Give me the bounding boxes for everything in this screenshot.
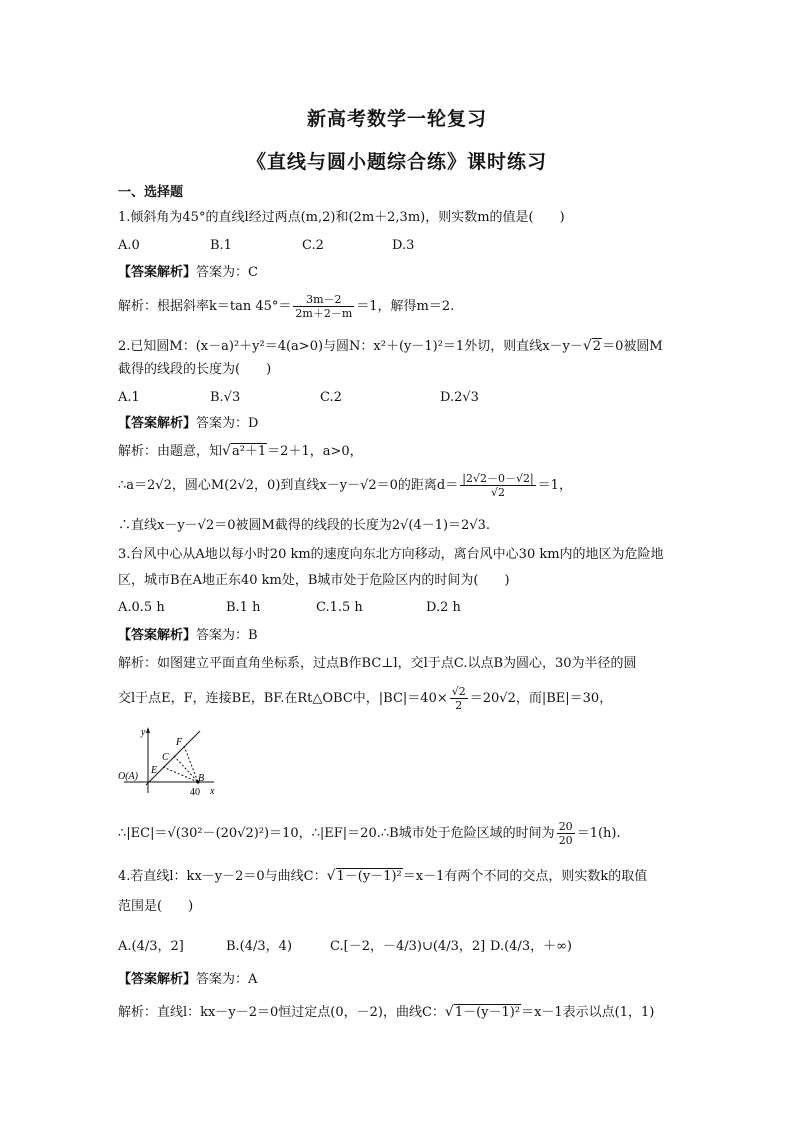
line-l — [146, 731, 200, 785]
q3-solution-line2 — [118, 683, 612, 715]
answer-label: 【答案解析】 — [118, 416, 197, 431]
label-origin: O(A) — [118, 771, 138, 782]
q3-option-a: A.0.5 h — [118, 600, 165, 615]
answer-text: 答案为：C — [196, 265, 258, 280]
answer-text: 答案为：A — [196, 972, 258, 987]
label-x: x — [210, 786, 215, 797]
fraction-denominator: 2m＋2－m — [295, 307, 353, 320]
solution-text: 解析：由题意，知 — [118, 444, 223, 459]
q4-option-d: D.(4/3，＋∞) — [490, 939, 572, 954]
label-b: B — [198, 773, 205, 784]
fraction-numerator: 3m－2 — [293, 293, 354, 307]
q2-solution-line1 — [118, 442, 363, 461]
q3-solution-line1: 解析：如图建立平面直角坐标系，过点B作BC⊥l，交l于点C.以点B为圆心，30为半径的圆 — [118, 656, 637, 671]
q1-solution — [118, 293, 454, 321]
q2-option-a: A.1 — [118, 390, 140, 405]
q2-stem-line2: 截得的线段的长度为( ) — [118, 362, 272, 377]
fraction — [450, 685, 468, 712]
label-40: 40 — [190, 787, 200, 798]
document-subtitle: 《直线与圆小题综合练》课时练习 — [246, 151, 547, 173]
q4-solution-line1 — [118, 1003, 654, 1022]
solution-text: ＝20√2，而|BE|＝30， — [469, 691, 613, 706]
solution-text: ∴|EC|＝√(30²－(20√2)²)＝10，∴|EF|＝20.∴B城市处于危险区域的时间为 — [118, 826, 555, 841]
q2-option-b: B.√3 — [210, 390, 241, 405]
sqrt-sign: √ — [582, 338, 592, 354]
sqrt-sign: √ — [326, 868, 336, 884]
q1-option-d: D.3 — [392, 238, 415, 253]
stem-text: 4.若直线l：kx－y－2＝0与曲线C： — [118, 869, 327, 884]
answer-label: 【答案解析】 — [118, 628, 197, 643]
fraction — [460, 472, 535, 499]
q1-answer — [118, 264, 258, 282]
fraction — [557, 820, 575, 847]
q3-stem-line2: 区，城市B在A地正东40 km处，B城市处于危险区内的时间为( ) — [118, 573, 510, 588]
solution-text: ＝1(h). — [576, 826, 621, 841]
q4-stem-line1 — [118, 867, 647, 886]
solution-text: ＝1，解得m＝2. — [356, 299, 455, 314]
q3-solution-line3 — [118, 818, 621, 850]
label-c: C — [162, 752, 169, 763]
sqrt-sign: √ — [222, 443, 231, 459]
solution-text: ∴a＝2√2，圆心M(2√2，0)到直线x－y－√2＝0的距离d＝ — [118, 478, 459, 493]
label-e: E — [151, 765, 158, 776]
answer-label: 【答案解析】 — [118, 972, 197, 987]
radicand: 1－(y－1)² — [454, 1005, 521, 1020]
q3-option-d: D.2 h — [426, 600, 461, 615]
q2-stem-line1 — [118, 337, 663, 356]
q4-option-c: C.[－2，－4/3)∪(4/3，2] — [330, 939, 486, 954]
q2-option-d: D.2√3 — [440, 390, 479, 405]
stem-text: ＝x－1有两个不同的交点，则实数k的取值 — [402, 869, 648, 884]
fraction-numerator: |2√2－0－√2| — [462, 472, 534, 485]
q3-option-b: B.1 h — [226, 600, 261, 615]
y-axis-arrow — [146, 727, 150, 733]
radicand: 2 — [592, 339, 602, 354]
fraction-denominator: √2 — [490, 486, 505, 499]
answer-label: 【答案解析】 — [118, 265, 197, 280]
fraction — [293, 293, 354, 320]
sqrt-sign: √ — [444, 1004, 454, 1020]
stem-text: 2.已知圆M：(x－a)²＋y²＝4(a>0)与圆N：x²＋(y－1)²＝1外切，则直线x－y－ — [118, 339, 583, 354]
stem-text: ＝0被圆M — [602, 339, 663, 354]
fraction-numerator: √2 — [451, 685, 466, 698]
answer-text: 答案为：B — [196, 628, 258, 643]
label-f: F — [176, 737, 183, 748]
solution-text: ＝x－1表示以点(1，1) — [521, 1005, 655, 1020]
section-heading: 一、选择题 — [118, 185, 184, 200]
fraction-denominator: 2 — [455, 699, 463, 712]
solution-text: 解析：直线l：kx－y－2＝0恒过定点(0，－2)，曲线C： — [118, 1005, 445, 1020]
q1-option-c: C.2 — [302, 238, 324, 253]
q3-answer — [118, 627, 258, 645]
answer-text: 答案为：D — [196, 416, 259, 431]
q3-option-c: C.1.5 h — [316, 600, 363, 615]
q1-option-a: A.0 — [118, 238, 140, 253]
fraction-denominator: 20 — [558, 834, 573, 847]
q4-stem-line2: 范围是( ) — [118, 899, 194, 914]
coordinate-figure — [118, 725, 228, 805]
label-y: y — [141, 727, 146, 738]
q4-option-a: A.(4/3，2] — [118, 939, 184, 954]
q2-option-c: C.2 — [320, 390, 342, 405]
solution-text: ＝2＋1，a>0， — [267, 444, 363, 459]
solution-text: ＝1， — [537, 478, 572, 493]
document-title: 新高考数学一轮复习 — [306, 108, 487, 130]
q3-stem-line1: 3.台风中心从A地以每小时20 km的速度向东北方向移动，离台风中心30 km内的地区为危险地 — [118, 547, 664, 562]
radicand: a²＋1 — [231, 444, 267, 459]
solution-text: 交l于点E，F，连接BE，BF.在Rt△OBC中，|BC|＝40× — [118, 691, 448, 706]
q4-option-b: B.(4/3，4) — [226, 939, 293, 954]
q1-option-b: B.1 — [210, 238, 232, 253]
q2-answer — [118, 415, 258, 433]
q1-stem: 1.倾斜角为45°的直线l经过两点(m,2)和(2m＋2,3m)，则实数m的值是( ) — [118, 210, 565, 225]
fraction-numerator: 20 — [558, 820, 573, 833]
q4-answer — [118, 971, 257, 989]
radicand: 1－(y－1)² — [336, 869, 402, 884]
solution-text: 解析：根据斜率k＝tan 45°＝ — [118, 299, 292, 314]
q2-solution-line2 — [118, 470, 572, 502]
segment-bc — [174, 756, 198, 782]
q2-solution-line3: ∴直线x－y－√2＝0被圆M截得的线段的长度为2√(4－1)＝2√3. — [118, 518, 491, 533]
